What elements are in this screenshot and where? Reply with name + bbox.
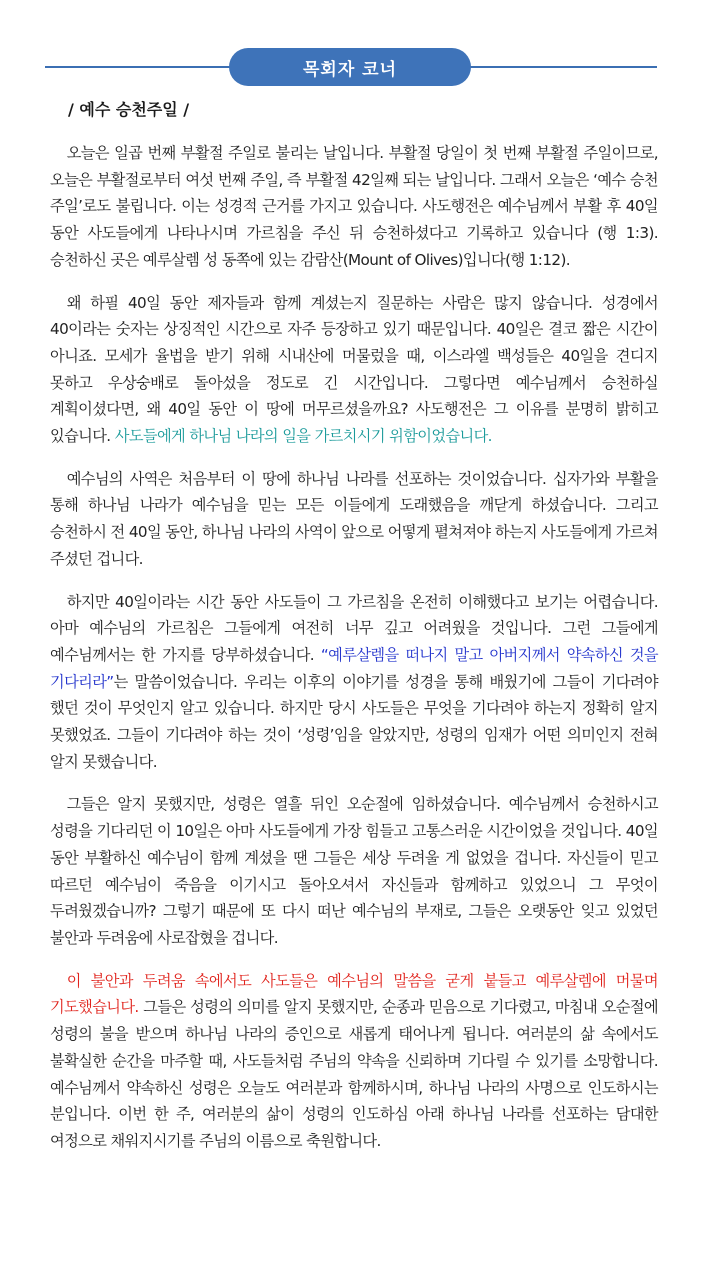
- paragraph-2-text: 왜 하필 40일 동안 제자들과 함께 계셨는지 질문하는 사람은 많지 않습니다. 성경에서 40이라는 숫자는 상징적인 시간으로 자주 등장하고 있기 때문입니다. 40일은 결코 짧은 시간이 아니죠. 모세가 율법을 받기 위해 시내산에 머물렀을 때, 이스라엘 백성들은 40일을 견디지 못하고 우상숭배로 돌아섰을 정도로 긴 시간입니다. 그렇다면 예수님께서 승천하실 계획이셨다면, 왜 40일 동안 이 땅에 머무르셨을까요? 사도행전은 그 이유를 분명히 밝히고 있습니다.: [50, 293, 658, 446]
- paragraph-3-text: 예수님의 사역은 처음부터 이 땅에 하나님 나라를 선포하는 것이었습니다. 십자가와 부활을 통해 하나님 나라가 예수님을 믿는 모든 이들에게 도래했음을 깨닫게 하셨습니다. 그리고 승천하시 전 40일 동안, 하나님 나라의 사역이 앞으로 어떻게 펼쳐져야 하는지 사도들에게 가르쳐 주셨던 겁니다.: [50, 469, 658, 568]
- paragraph-4-text: 하지만 40일이라는 시간 동안 사도들이 그 가르침을 온전히 이해했다고 보기는 어렵습니다. 아마 예수님의 가르침은 그들에게 여전히 너무 깊고 어려웠을 것입니다. 그런 그들에게 예수님께서는 한 가지를 당부하셨습니다.: [50, 592, 658, 664]
- paragraph-2-highlight: 사도들에게 하나님 나라의 일을 가르치시기 위함이었습니다.: [114, 427, 492, 446]
- paragraph-6-highlight: 이 불안과 두려움 속에서도 사도들은 예수님의 말씀을 굳게 붙들고 예루살렘에 머물며 기도했습니다.: [50, 971, 658, 1017]
- paragraph-5: [50, 791, 658, 951]
- paragraph-4-quote: “예루살렘을 떠나지 말고 아버지께서 약속하신 것을 기다리라”: [50, 645, 658, 691]
- paragraph-2: [50, 290, 658, 450]
- paragraph-5-text: 그들은 알지 못했지만, 성령은 열흘 뒤인 오순절에 임하셨습니다. 예수님께서 승천하시고 성령을 기다리던 이 10일은 아마 사도들에게 가장 힘들고 고통스러운 시간이었을 것입니다. 40일 동안 부활하신 예수님이 함께 계셨을 땐 그들은 세상 두려울 게 없었을 겁니다. 자신들이 믿고 따르던 예수님이 죽음을 이기시고 돌아오셔서 자신들과 함께하고 있었으니 그 무엇이 두려웠겠습니까? 그렇기 때문에 또 다시 떠난 예수님의 부재로, 그들은 오랫동안 잊고 있었던 불안과 두려움에 사로잡혔을 겁니다.: [50, 795, 658, 947]
- paragraph-4-text-after: 는 말씀이었습니다. 우리는 이후의 이야기를 성경을 통해 배웠기에 그들이 기다려야 했던 것이 무엇인지 알고 있습니다. 하지만 당시 사도들은 무엇을 기다려야 하는지 정확히 알지 못했었죠. 그들이 기다려야 하는 것이 ‘성령’임을 알았지만, 성령의 임재가 어떤 의미인지 전혀 알지 못했습니다.: [50, 672, 658, 771]
- page-subtitle: / 예수 승천주일 /: [68, 100, 190, 119]
- section-title: 목회자 코너: [229, 48, 471, 86]
- paragraph-6: [50, 968, 658, 1155]
- article-body: [50, 140, 658, 1171]
- paragraph-1: [50, 140, 658, 274]
- paragraph-4: [50, 589, 658, 776]
- paragraph-1-text: 오늘은 일곱 번째 부활절 주일로 불리는 날입니다. 부활절 당일이 첫 번째 부활절 주일이므로, 오늘은 부활절로부터 여섯 번째 주일, 즉 부활절 42일째 되는 날입니다. 그래서 오늘은 ‘예수 승천 주일’로도 불립니다. 이는 성경적 근거를 가지고 있습니다. 사도행전은 예수님께서 부활 후 40일 동안 사도들에게 나타나시며 가르침을 주신 뒤 승천하셨다고 기록하고 있습니다 (행 1:3). 승천하신 곳은 예루살렘 성 동쪽에 있는 감람산(Mount of Olives)입니다(행 1:12).: [50, 144, 658, 269]
- paragraph-3: [50, 466, 658, 573]
- paragraph-6-text: 그들은 성령의 의미를 알지 못했지만, 순종과 믿음으로 기다렸고, 마침내 오순절에 성령의 불을 받으며 하나님 나라의 증인으로 새롭게 태어나게 됩니다. 여러분의 삶 속에서도 불확실한 순간을 마주할 때, 사도들처럼 주님의 약속을 신뢰하며 기다릴 수 있기를 소망합니다. 예수님께서 약속하신 성령은 오늘도 여러분과 함께하시며, 하나님 나라의 사명으로 인도하시는 분입니다. 이번 한 주, 여러분의 삶이 성령의 인도하심 아래 하나님 나라를 선포하는 담대한 여정으로 채워지시기를 주님의 이름으로 축원합니다.: [50, 998, 658, 1150]
